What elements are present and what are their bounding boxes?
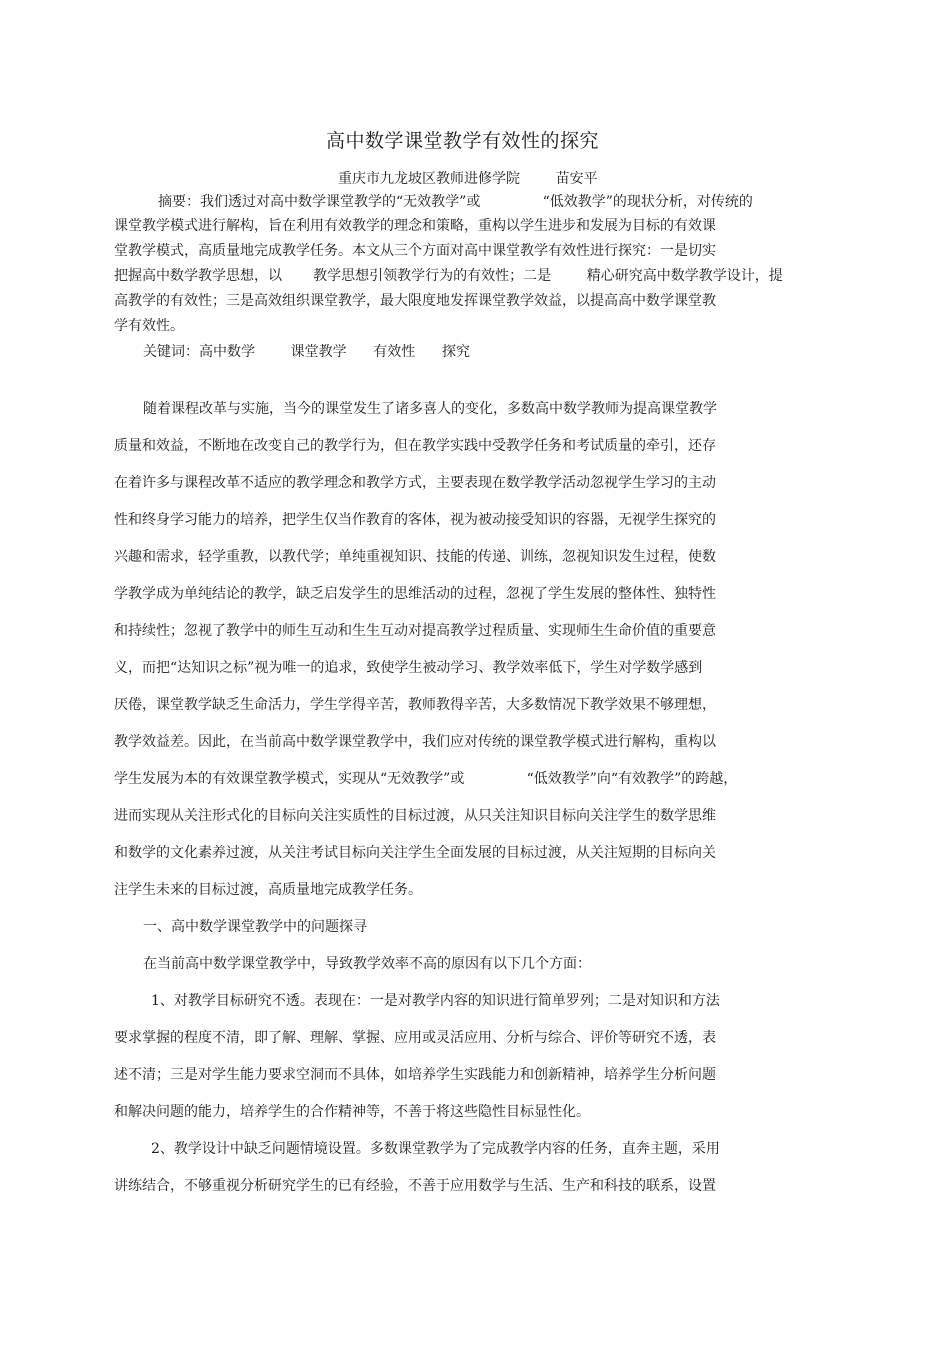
body-line: 和解决问题的能力，培养学生的合作精神等，不善于将这些隐性目标显性化。: [114, 1104, 590, 1120]
keywords-line: 关键词：高中数学 课堂教学 有效性 探究: [143, 344, 471, 360]
body-line: 随着课程改革与实施，当今的课堂发生了诸多喜人的变化，多数高中数学教师为提高课堂教学: [143, 401, 717, 417]
author-affiliation: 重庆市九龙坡区教师进修学院 苗安平: [338, 171, 598, 187]
body-line: 要求掌握的程度不清，即了解、理解、掌握、应用或灵活应用、分析与综合、评价等研究不透，表: [114, 1030, 716, 1046]
paper-title: 高中数学课堂教学有效性的探究: [325, 130, 599, 152]
body-line: 在当前高中数学课堂教学中，导致教学效率不高的原因有以下几个方面：: [143, 956, 591, 972]
body-line: 1、对教学目标研究不透。表现在：一是对教学内容的知识进行简单罗列；二是对知识和方法: [151, 993, 720, 1009]
body-line: 注学生未来的目标过渡，高质量地完成教学任务。: [114, 882, 422, 898]
body-line: 教学效益差。因此，在当前高中数学课堂教学中，我们应对传统的课堂教学模式进行解构，重构以: [114, 734, 716, 750]
section-heading: 一、高中数学课堂教学中的问题探寻: [143, 919, 367, 935]
body-line: 学教学成为单纯结论的教学，缺乏启发学生的思维活动的过程，忽视了学生发展的整体性、独特性: [114, 586, 716, 602]
body-line: 述不清；三是对学生能力要求空洞而不具体，如培养学生实践能力和创新精神，培养学生分析问题: [114, 1067, 716, 1083]
body-line: 性和终身学习能力的培养，把学生仅当作教育的客体，视为被动接受知识的容器，无视学生探究的: [114, 512, 716, 528]
abstract-line: 摘要：我们透过对高中数学课堂教学的“无效教学”或 “低效教学”的现状分析，对传统的: [158, 194, 753, 210]
body-line: 和数学的文化素养过渡，从关注考试目标向关注学生全面发展的目标过渡，从关注短期的目标向关: [114, 845, 716, 861]
body-line: 2、教学设计中缺乏问题情境设置。多数课堂教学为了完成教学内容的任务，直奔主题，采用: [151, 1141, 720, 1157]
body-line: 质量和效益，不断地在改变自己的教学行为，但在教学实践中受教学任务和考试质量的牵引，还存: [114, 438, 716, 454]
body-line: 和持续性；忽视了教学中的师生互动和生生互动对提高教学过程质量、实现师生生命价值的重要意: [114, 623, 716, 639]
abstract-line: 把握高中数学教学思想，以 教学思想引领教学行为的有效性；二是 精心研究高中数学教学设计，提: [114, 268, 783, 284]
body-line: 兴趣和需求，轻学重教，以教代学；单纯重视知识、技能的传递、训练，忽视知识发生过程，使数: [114, 549, 716, 565]
body-line: 义，而把“达知识之标”视为唯一的追求，致使学生被动学习、教学效率低下，学生对学数学感到: [114, 660, 703, 676]
body-line: 进而实现从关注形式化的目标向关注实质性的目标过渡，从只关注知识目标向关注学生的数学思维: [114, 808, 716, 824]
abstract-line: 堂教学模式，高质量地完成教学任务。本文从三个方面对高中课堂教学有效性进行探究：一是切实: [114, 243, 716, 259]
abstract-line: 学有效性。: [114, 318, 184, 334]
body-line: 厌倦，课堂教学缺乏生命活力，学生学得辛苦，教师教得辛苦，大多数情况下教学效果不够理想，: [114, 697, 716, 713]
body-line: 在着许多与课程改革不适应的教学理念和教学方式，主要表现在数学教学活动忽视学生学习的主动: [114, 475, 716, 491]
abstract-line: 课堂教学模式进行解构，旨在利用有效教学的理念和策略，重构以学生进步和发展为目标的有效课: [114, 218, 716, 234]
abstract-line: 高教学的有效性；三是高效组织课堂教学，最大限度地发挥课堂教学效益，以提高高中数学课堂教: [114, 293, 716, 309]
body-line: 讲练结合，不够重视分析研究学生的已有经验，不善于应用数学与生活、生产和科技的联系，设置: [114, 1178, 716, 1194]
body-line: 学生发展为本的有效课堂教学模式，实现从“无效教学”或 “低效教学”向“有效教学”的跨越，: [114, 771, 738, 787]
